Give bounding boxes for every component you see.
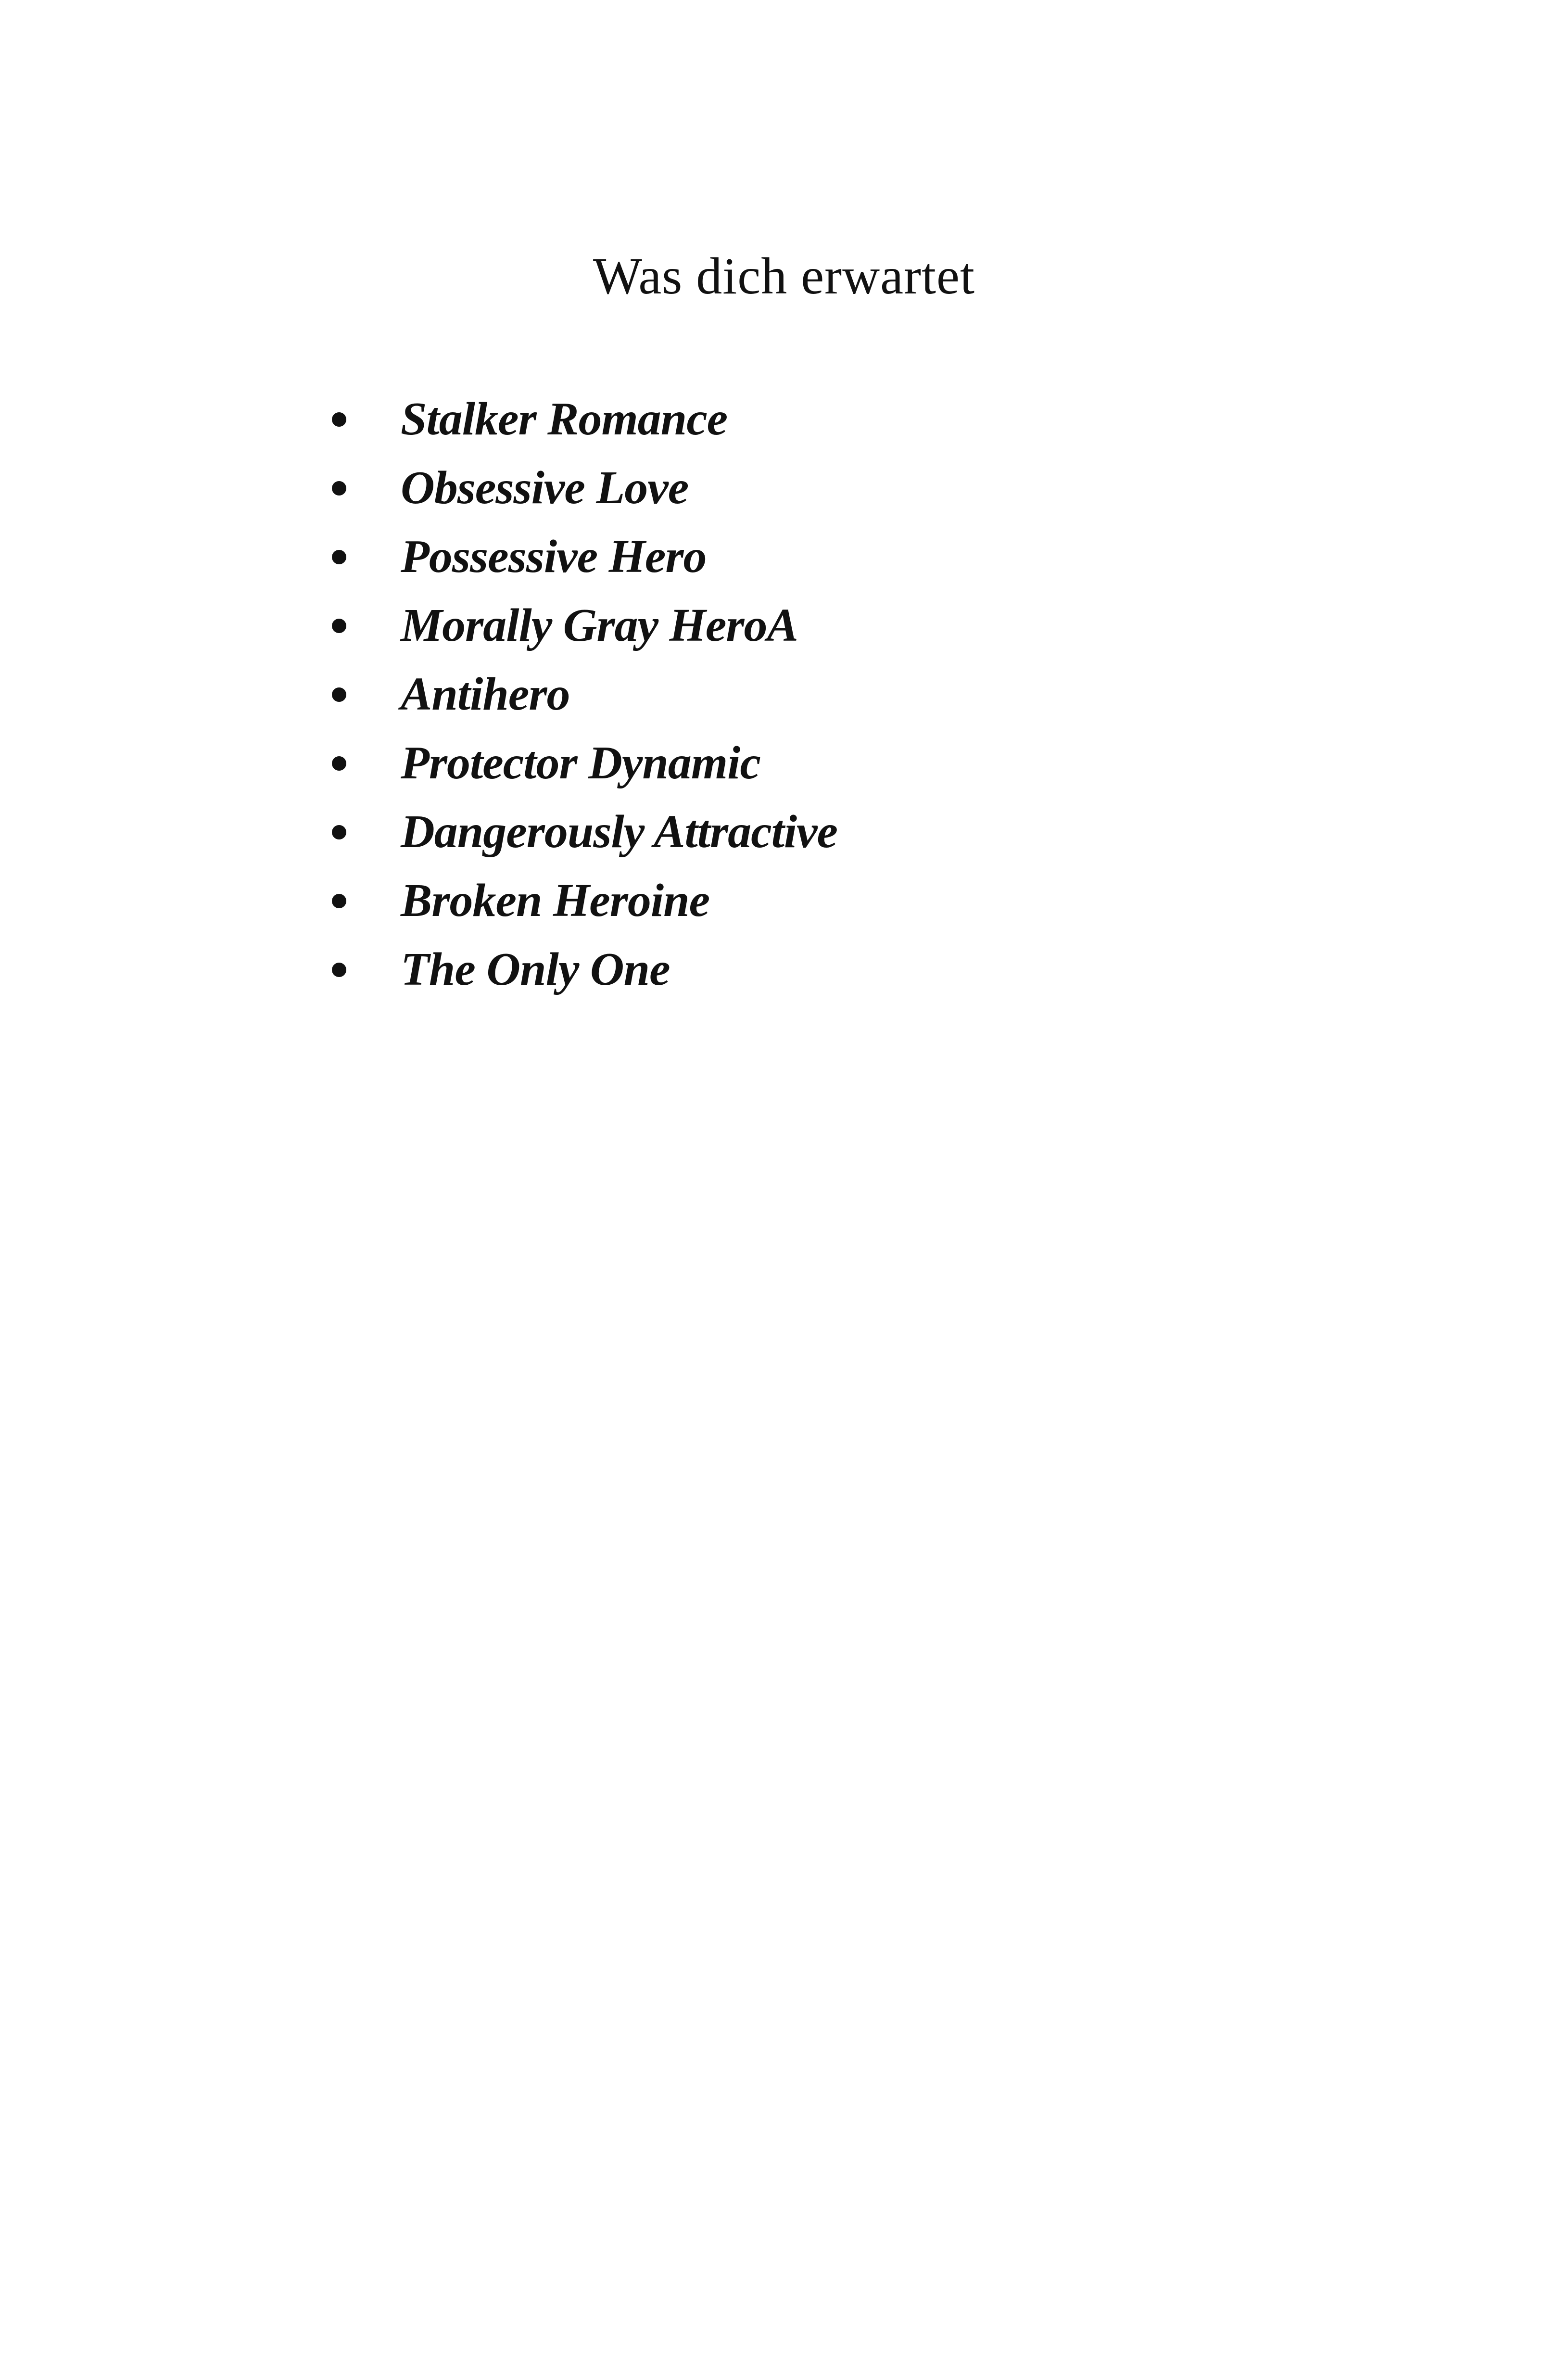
bullet-icon <box>332 687 346 702</box>
list-item-text: Antihero <box>401 668 570 720</box>
list-item-text: The Only One <box>401 943 670 995</box>
list-item-text: Possessive Hero <box>401 531 707 583</box>
bullet-icon <box>332 412 346 427</box>
bullet-icon <box>332 550 346 564</box>
list-item-text: Stalker Romance <box>401 393 728 445</box>
list-item-text: Dangerously Attractive <box>401 806 838 858</box>
bullet-icon <box>332 894 346 908</box>
bullet-icon <box>332 825 346 839</box>
bullet-icon <box>332 756 346 771</box>
list-item-text: Obsessive Love <box>401 462 689 514</box>
bullet-icon <box>332 481 346 496</box>
list-item-text: Morally Gray HeroA <box>401 599 798 651</box>
bullet-icon <box>332 963 346 977</box>
list-item-text: Broken Heroine <box>401 875 710 927</box>
list-item-text: Protector Dynamic <box>401 737 760 789</box>
bullet-icon <box>332 619 346 633</box>
page-title: Was dich erwartet <box>593 248 975 305</box>
